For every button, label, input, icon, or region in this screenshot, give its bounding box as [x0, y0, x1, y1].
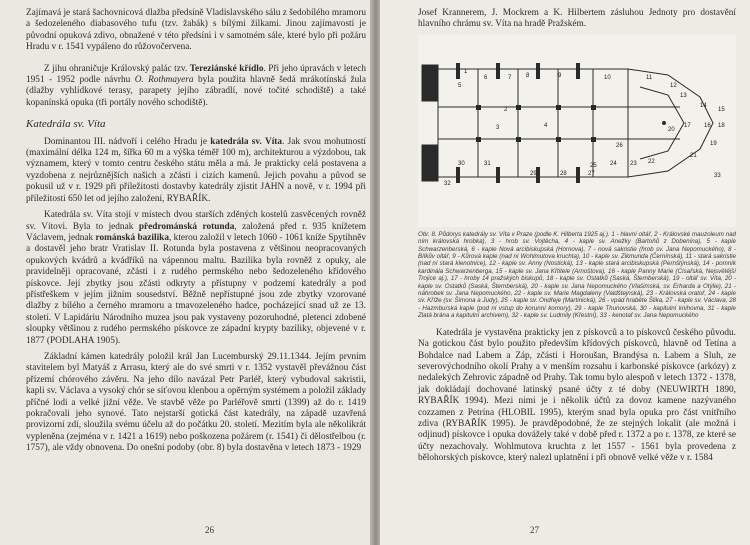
svg-text:12: 12	[670, 82, 677, 89]
svg-text:1: 1	[464, 68, 468, 75]
svg-text:27: 27	[588, 170, 595, 177]
section-heading: Katedrála sv. Víta	[26, 118, 106, 131]
svg-text:26: 26	[616, 142, 623, 149]
svg-text:8: 8	[526, 72, 530, 79]
svg-text:13: 13	[680, 92, 687, 99]
svg-text:5: 5	[458, 82, 462, 89]
svg-text:18: 18	[718, 122, 725, 129]
svg-text:22: 22	[648, 158, 655, 165]
svg-text:31: 31	[484, 160, 491, 167]
paragraph: Z jihu ohraničuje Královský palác tzv. Tereziánské křídlo. Při jeho úpravách v letech 1951 - 1952 podle návrhu O. Rothmayera byla použita hlavně šedá mrákotínská žula (dlažby vyhlídkové terasy, parapety jejího zábradlí, nové točité schodiště) a také kopanínská opuka (tři portály nového schodiště).	[26, 63, 366, 108]
svg-text:3: 3	[496, 124, 500, 131]
svg-text:16: 16	[704, 122, 711, 129]
svg-text:9: 9	[558, 72, 562, 79]
svg-text:4: 4	[544, 122, 548, 129]
right-page-body	[418, 8, 736, 465]
left-page	[0, 0, 372, 545]
svg-text:15: 15	[718, 106, 725, 113]
svg-text:14: 14	[700, 102, 707, 109]
svg-text:2: 2	[504, 106, 508, 113]
svg-text:23: 23	[630, 160, 637, 167]
paragraph: Základní kámen katedrály položil král Jan Lucemburský 29.11.1344. Jejím prvním stavitelem byl Matyáš z Arrasu, který ale do své smrti v r. 1352 vystavěl převážnou část přízemí chórového závěru. Na jeho dílo navázal Petr Parléř, který vybudoval sakristii, kapli sv. Václava a vysoký chór se síťovou klenbou a opěrným systémem a položil základy příčné lodi a velké jižní věže. Ve stavbě věže po Parléřově smrti (1399) až do r. 1419 pokračovali jeho synové. Tato nejstarší gotická část katedrály, na západě uzavřená provizorní zdí, sloužila svému účelu až do počátku 20. století. Mezitím byla ale několikrát vypleněna (zejména v r. 1421 a 1619) nebo poškozena požárem (r. 1541) či dělostřelbou (r. 1757), ale vždy obnovena. Do onešní podoby (obr. 8) byla dostavěna v letech 1873 - 1929	[26, 351, 366, 454]
svg-text:29: 29	[530, 170, 537, 177]
svg-text:25: 25	[590, 162, 597, 169]
svg-text:33: 33	[714, 172, 721, 179]
floor-plan-drawing	[418, 35, 736, 227]
svg-text:32: 32	[444, 180, 451, 187]
svg-text:10: 10	[604, 74, 611, 81]
paragraph: Katedrála sv. Víta stojí v místech dvou starších zděných kostelů zasvěcených rovněž sv. Vítovi. Byla to jednak předrománská rotunda, založená před r. 935 knížetem Václavem, jednak románská bazilika, kterou založil v letech 1060 - 1061 kníže Spytihněv a dostavěl jeho bratr Vratislav II. Rotunda byla postavena z většinou neopracovaných opukových kvádrů a kvádříků na vápennou maltu. Bazilika byla rovněž z opuky, ale pravidelněji opracované, zčásti i z rudého permského nebo šedozeleného křídového pískovce. Její zbytky jsou zčásti odkryty a přístupny v podzemí katedrály a pod přístřeškem v jejím jižním sousedství. Běžně nepřístupné jsou zde zbytky vzorované dlažby z bílého a černého mramoru a tmavozeleného hadce, pocházející snad už ze 13. století. V Lapidáriu Národního muzea jsou pak vystaveny pozoruhodné, pletenci zdobené sloupky většinou z rudého permského pískovce ze západní krypty baziliky, objevené v r. 1877 (PODLAHA 1905).	[26, 210, 367, 346]
svg-text:19: 19	[710, 140, 717, 147]
svg-text:20: 20	[668, 126, 675, 133]
paragraph: Dominantou III. nádvoří i celého Hradu je katedrála sv. Víta. Jak svou mohutností (maximální délka 124 m, šířka 60 m a výška téměř 100 m), architekturou a výzdobou, tak významem, který v tomto centru českého státu měla a má. Je prakticky celá postavena a vyzdobena z nejrůznějších našich a zčásti i cizích kamenů. Jejich povahu a původ se pokusil už v r. 1929 při příležitosti dostavby katedrály zjistit JAHN a nově, v r. 1994 při příležitosti 650 let od jejího založení, RYBAŘÍK.	[26, 136, 367, 204]
page-number: 26	[205, 525, 214, 535]
paragraph: Katedrála je vystavěna prakticky jen z pískovců a to pískovců českého původu. Na gotickou část bylo použito především křídových pískovců, hlavně od Tetína a Bohdalce nad Labem a Záp, zčásti i Horoušan, Brandýsa n. Labem a Sluh, ze severovýchodního okolí Prahy a v menším rozsahu i karbonské pískovce (arkózy) z nedalekých Zehrovic západně od Prahy. Tak tomu bylo alespoň v letech 1372 - 1378, jak dokládají dochované latinský psané účty z té doby (NEUWIRTH 1890, RYBAŘÍK 1994). Mezi nimi je i několik účtů za dovoz kamene nazývaného cozzamen z Petrína (HLOBIL 1995), kterým snad byla opuka pro část vnitřního zdiva (RYBAŘÍK 1995). Je pravděpodobné, že ze stejných lokalit (ale možná i odjinud) pískovce i opuka dovážely také v době před r. 1372 a po r. 1378, ze které se účty nezachovaly. Wohlmutova kruchta z let 1557 - 1561 byla provedena z bělohorských pískovce, který nalezl uplatnění i při obnově velké věže v r. 1584	[418, 327, 736, 464]
right-page	[380, 0, 750, 545]
left-page-body	[26, 8, 366, 455]
svg-text:17: 17	[684, 122, 691, 129]
svg-text:21: 21	[690, 152, 697, 159]
figure-caption: Obr. 8. Půdorys katedrály sv. Víta v Praze (podle K. Hilberta 1925 aj.). 1 - hlavní oltář, 2 - Královské mauzoleum nad ním královská hrobka), 3 - hrob sv. Vojtěcha, 4 - kaple sv. Anežky (Bartoňů z Dobenína), 5 - kaple Schwarzenberská, 6 - kaple Nová arcibiskupská (Hornova), 7 - nová sakristie (hrob sv. Jana Nepomuckého), 8 - Bílkův oltář, 9 - Kůrová kaple (nad ní Wohlmutova kruchta), 10 - kaple sv. Zikmunda (Černínská), 11 - stará sakristie (nad ní stará klenotnice), 12 - kaple sv. Anny (Nostická), 13 - kaple stará arcibiskupská (Pernštýnská), 14 - pomník kardinála Schwarzenberga, 15 - kaple sv. Jana Křtitele (Arnoštova), 16 - kaple Panny Marie (Císařská, Nejsvětější Trojice aj.), 17 - hroby 14 pražských biskupů, 18 - kaple sv. Ostatků (Saská, Šternberská), 19 - oltář sv. Víta, 20 - kaple sv. Ostatků (Saská, Šternberská), 20 - kaple sv. Jana Nepomuckého (Vlašimská, sv. Erharda a Otýlie), 21 - náhrobek sv. Jana Nepomuckého, 22 - kaple sv. Marie Magdaleny (Valdštejnská), 23 - Královská oratoř, 24 - kaple sv. Kříže (sv. Šimona a Judy), 25 - kaple sv. Ondřeje (Martinická), 26 - vpád hraběte Šlika, 27 - kaple sv. Václava, 28 - Hazmburská kaple (pod ní vstup do korunní komory), 29 - kaple Thunovská, 30 - kapitulní knihovna, 31 - kaple Zlatá brána a kapitulní archivem), 32 - kaple sv. Ludmily (Křestní), 33 - kenotaf sv. Jana Nepomuckého	[418, 230, 736, 320]
svg-text:11: 11	[646, 74, 653, 81]
paragraph: Josef Krannerem, J. Mockrem a K. Hilbertem zásluhou Jednoty pro dostavění hlavního chrámu sv. Víta na hradě Pražském.	[418, 8, 736, 30]
svg-text:30: 30	[458, 160, 465, 167]
svg-text:6: 6	[484, 74, 488, 81]
paragraph: Zajímavá je stará šachovnicová dlažba předsíně Vladislavského sálu z šedobílého mramoru a šedozeleného diabasového tufu (tzv. žabák) s bílými žilkami. Jinou zajímavostí je původní opuková zdivo, obnažené v této předsíni i v samotném sále, které bylo při požáru Hradu v r. 1541 vypáleno do růžovočervena.	[26, 8, 366, 53]
cathedral-floor-plan	[418, 35, 736, 227]
svg-text:24: 24	[610, 160, 617, 167]
page-number: 27	[530, 525, 539, 535]
svg-text:28: 28	[560, 170, 567, 177]
svg-text:7: 7	[508, 74, 512, 81]
